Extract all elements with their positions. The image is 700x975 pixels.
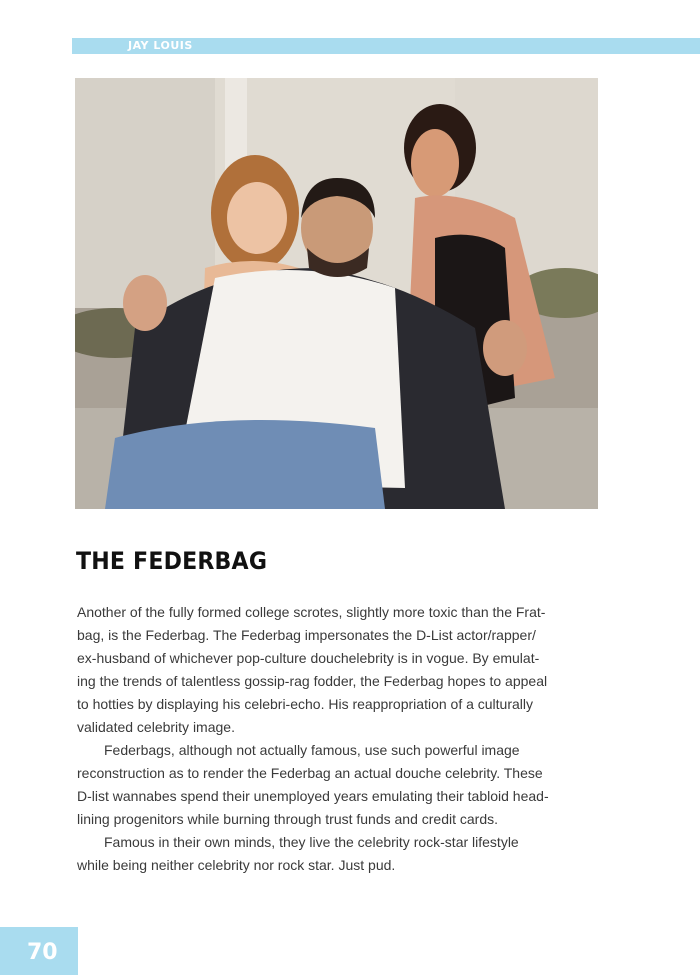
page-number-tab — [0, 927, 78, 975]
paragraph-1-line-4: ing the trends of talentless gossip-rag fodder, the Federbag hopes to appeal — [77, 673, 548, 689]
paragraph-3-line-2: while being neither celebrity nor rock star. Just pud. — [77, 857, 396, 873]
paragraph-1-line-2: bag, is the Federbag. The Federbag impersonates the D-List actor/rapper/ — [77, 627, 536, 643]
paragraph-2-line-2: reconstruction as to render the Federbag an actual douche celebrity. These — [77, 765, 543, 781]
paragraph-1-line-3: ex-husband of whichever pop-culture douchelebrity is in vogue. By emulat- — [77, 650, 540, 666]
header-band — [72, 38, 700, 54]
chapter-title: THE FEDERBAG — [76, 547, 268, 575]
paragraph-2-line-3: D-list wannabes spend their unemployed years emulating their tabloid head- — [77, 788, 549, 804]
paragraph-3-line-1: Famous in their own minds, they live the celebrity rock-star lifestyle — [104, 834, 519, 850]
paragraph-1-line-5: to hotties by displaying his celebri-echo. His reappropriation of a culturally — [77, 696, 534, 712]
running-header-author: JAY LOUIS — [128, 39, 193, 52]
body-text — [77, 601, 617, 877]
photo-illustration — [75, 78, 598, 509]
paragraph-1-line-6: validated celebrity image. — [77, 719, 235, 735]
paragraph-1-line-1: Another of the fully formed college scrotes, slightly more toxic than the Frat- — [77, 604, 546, 620]
paragraph-2-line-4: lining progenitors while burning through trust funds and credit cards. — [77, 811, 499, 827]
photo — [75, 78, 598, 509]
page-number: 70 — [27, 940, 58, 965]
paragraph-2-line-1: Federbags, although not actually famous, use such powerful image — [104, 742, 520, 758]
